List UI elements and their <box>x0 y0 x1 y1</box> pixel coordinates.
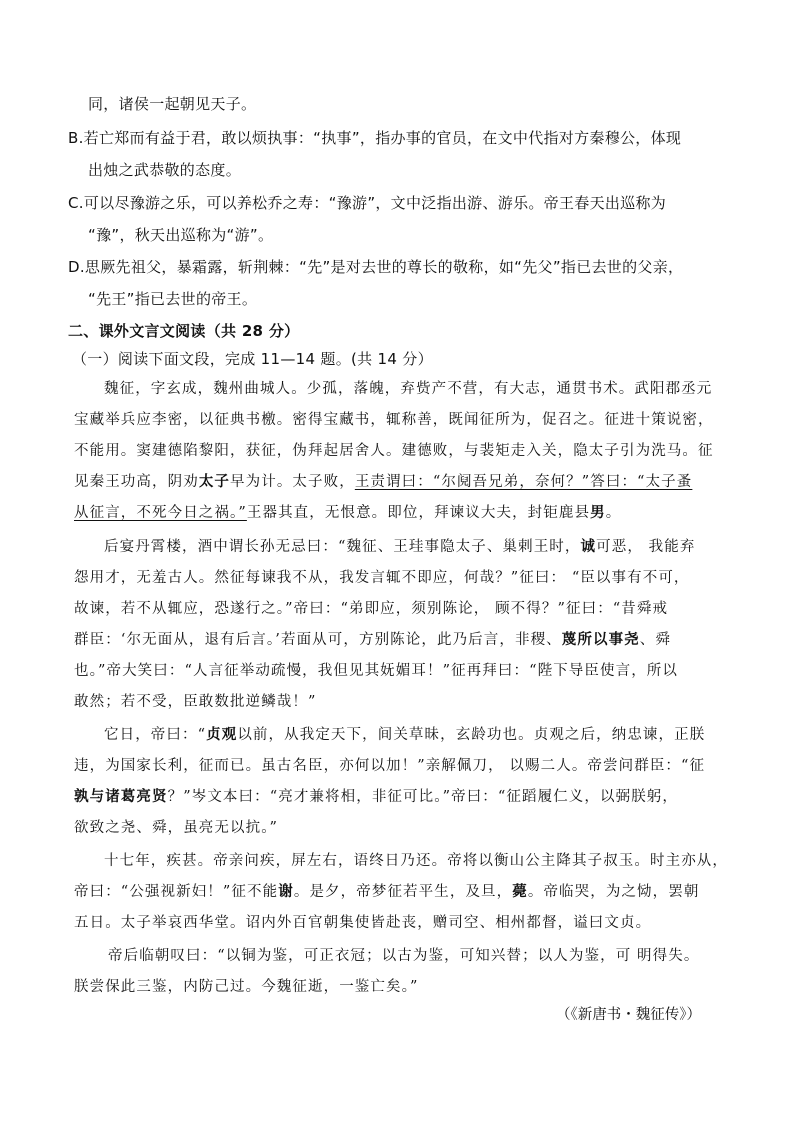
subsection-title: （一）阅读下面文段，完成 11—14 题。(共 14 分） <box>72 350 433 368</box>
underlined-sentence-part-1: 王责谓曰：“尔阋吾兄弟，奈何？”答曰：“太子蚤 <box>354 474 693 490</box>
passage-p2-line-4: 群臣：‘尔无面从，退有后言。’若面从可，方别陈论，此乃后言，非稷、蔑所以事尧、舜 <box>74 631 671 648</box>
source-citation: （《新唐书・魏征传》） <box>556 1007 701 1023</box>
option-a-continuation: 同，诸侯一起朝见天子。 <box>88 95 257 113</box>
section-title: 二、课外文言文阅读（共 28 分） <box>68 322 300 340</box>
passage-p2-line-5: 也。”帝大笑曰：“人言征举动疏慢，我但见其妩媚耳！”征再拜曰：“陛下导臣使言，所以 <box>74 663 678 679</box>
passage-p2-line-2: 怨用才，无羞古人。然征每谏我不从，我发言辄不即应，何哉？”征曰： “臣以事有不可， <box>74 570 690 586</box>
passage-p2-line-1: 后宴丹霄楼，酒中谓长孙无忌曰：“魏征、王珪事隐太子、巢剌王时，诚可恶， 我能弃 <box>104 538 696 555</box>
underlined-sentence-part-2: 从征言，不死今日之祸。” <box>74 505 247 521</box>
option-c-line-1: C.可以尽豫游之乐，可以养松乔之寿：“豫游”，文中泛指出游、游乐。帝王春天出巡称为 <box>68 194 667 212</box>
passage-p2-line-6: 敢然；若不受，臣敢数批逆鳞哉！” <box>74 694 317 710</box>
passage-p4-line-1: 十七年，疾甚。帝亲问疾，屏左右，语终日乃还。帝将以衡山公主降其子叔玉。时主亦从， <box>104 853 728 869</box>
option-b-line-1: B.若亡郑而有益于君，敢以烦执事：“执事”，指办事的官员，在文中代指对方秦穆公，体现 <box>68 129 682 147</box>
passage-p5-line-2: 朕尝保此三鉴，内防己过。今魏征逝，一鉴亡矣。” <box>74 979 419 995</box>
passage-p1-line-1: 魏征，字玄成，魏州曲城人。少孤，落魄，弃赀产不营，有大志，通贯书术。武阳郡丞元 <box>104 381 713 397</box>
option-d-line-1: D.思厥先祖父，暴霜露，斩荆棘：“先”是对去世的尊长的敬称，如“先父”指已去世的父亲， <box>68 258 684 276</box>
option-d-line-2: “先王”指已去世的帝王。 <box>88 290 258 308</box>
passage-p3-line-4: 欲致之尧、舜，虽亮无以抗。” <box>74 820 279 836</box>
passage-p3-line-2: 违，为国家长利，征而已。虽古名臣，亦何以加！”亲解佩刀， 以赐二人。帝尝问群臣：“征 <box>74 758 706 774</box>
passage-p2-line-3: 故谏，若不从辄应，恐遂行之。”帝曰：“弟即应，须别陈论， 顾不得？”征曰：“昔舜戒 <box>74 601 669 617</box>
passage-p4-line-3: 五日。太子举哀西华堂。诏内外百官朝集使皆赴丧，赠司空、相州都督，谥曰文贞。 <box>74 915 652 931</box>
bold-term-nan: 男 <box>590 504 606 521</box>
passage-p3-line-3: 孰与诸葛亮贤？”岑文本曰：“亮才兼将相，非征可比。”帝曰：“征蹈履仁义，以弼朕躬， <box>74 788 679 805</box>
passage-p1-line-2: 宝藏举兵应李密，以征典书檄。密得宝藏书，辄称善，既闻征所为，促召之。征进十策说密， <box>74 412 714 428</box>
passage-p1-line-5: 从征言，不死今日之祸。”王器其直，无恨意。即位，拜谏议大夫，封钜鹿县男。 <box>74 504 622 521</box>
bold-term-cheng: 诚 <box>580 538 597 555</box>
passage-p1-line-4: 见秦王功高，阴劝太子早为计。太子败，王责谓曰：“尔阋吾兄弟，奈何？”答曰：“太子蚤 <box>74 473 693 490</box>
bold-phrase-suoyi: 蔑所以事尧 <box>561 631 640 648</box>
passage-p3-line-1: 它日，帝曰：“贞观以前，从我定天下，间关草昧，玄龄功也。贞观之后，纳忠谏，正朕 <box>104 726 706 743</box>
bold-phrase-shuyu: 孰与诸葛亮贤 <box>74 788 168 805</box>
option-b-line-2: 出烛之武恭敬的态度。 <box>88 161 242 179</box>
passage-p1-line-3: 不能用。窦建德陷黎阳，获征，伪拜起居舍人。建德败，与裴矩走入关，隐太子引为洗马。征 <box>74 443 714 459</box>
bold-term-hong: 薨 <box>512 883 528 900</box>
bold-term-zhenguan: 贞观 <box>206 726 238 743</box>
bold-term-taizi: 太子 <box>198 473 231 490</box>
bold-term-xie: 谢 <box>278 883 294 900</box>
option-c-line-2: “豫”，秋天出巡称为“游”。 <box>88 226 274 244</box>
passage-p5-line-1: 帝后临朝叹曰：“以铜为鉴，可正衣冠；以古为鉴，可知兴替；以人为鉴，可 明得失。 <box>108 948 700 964</box>
passage-p4-line-2: 帝曰：“公强视新妇！”征不能谢。是夕，帝梦征若平生，及旦，薨。帝临哭，为之恸，罢朝 <box>74 883 700 900</box>
